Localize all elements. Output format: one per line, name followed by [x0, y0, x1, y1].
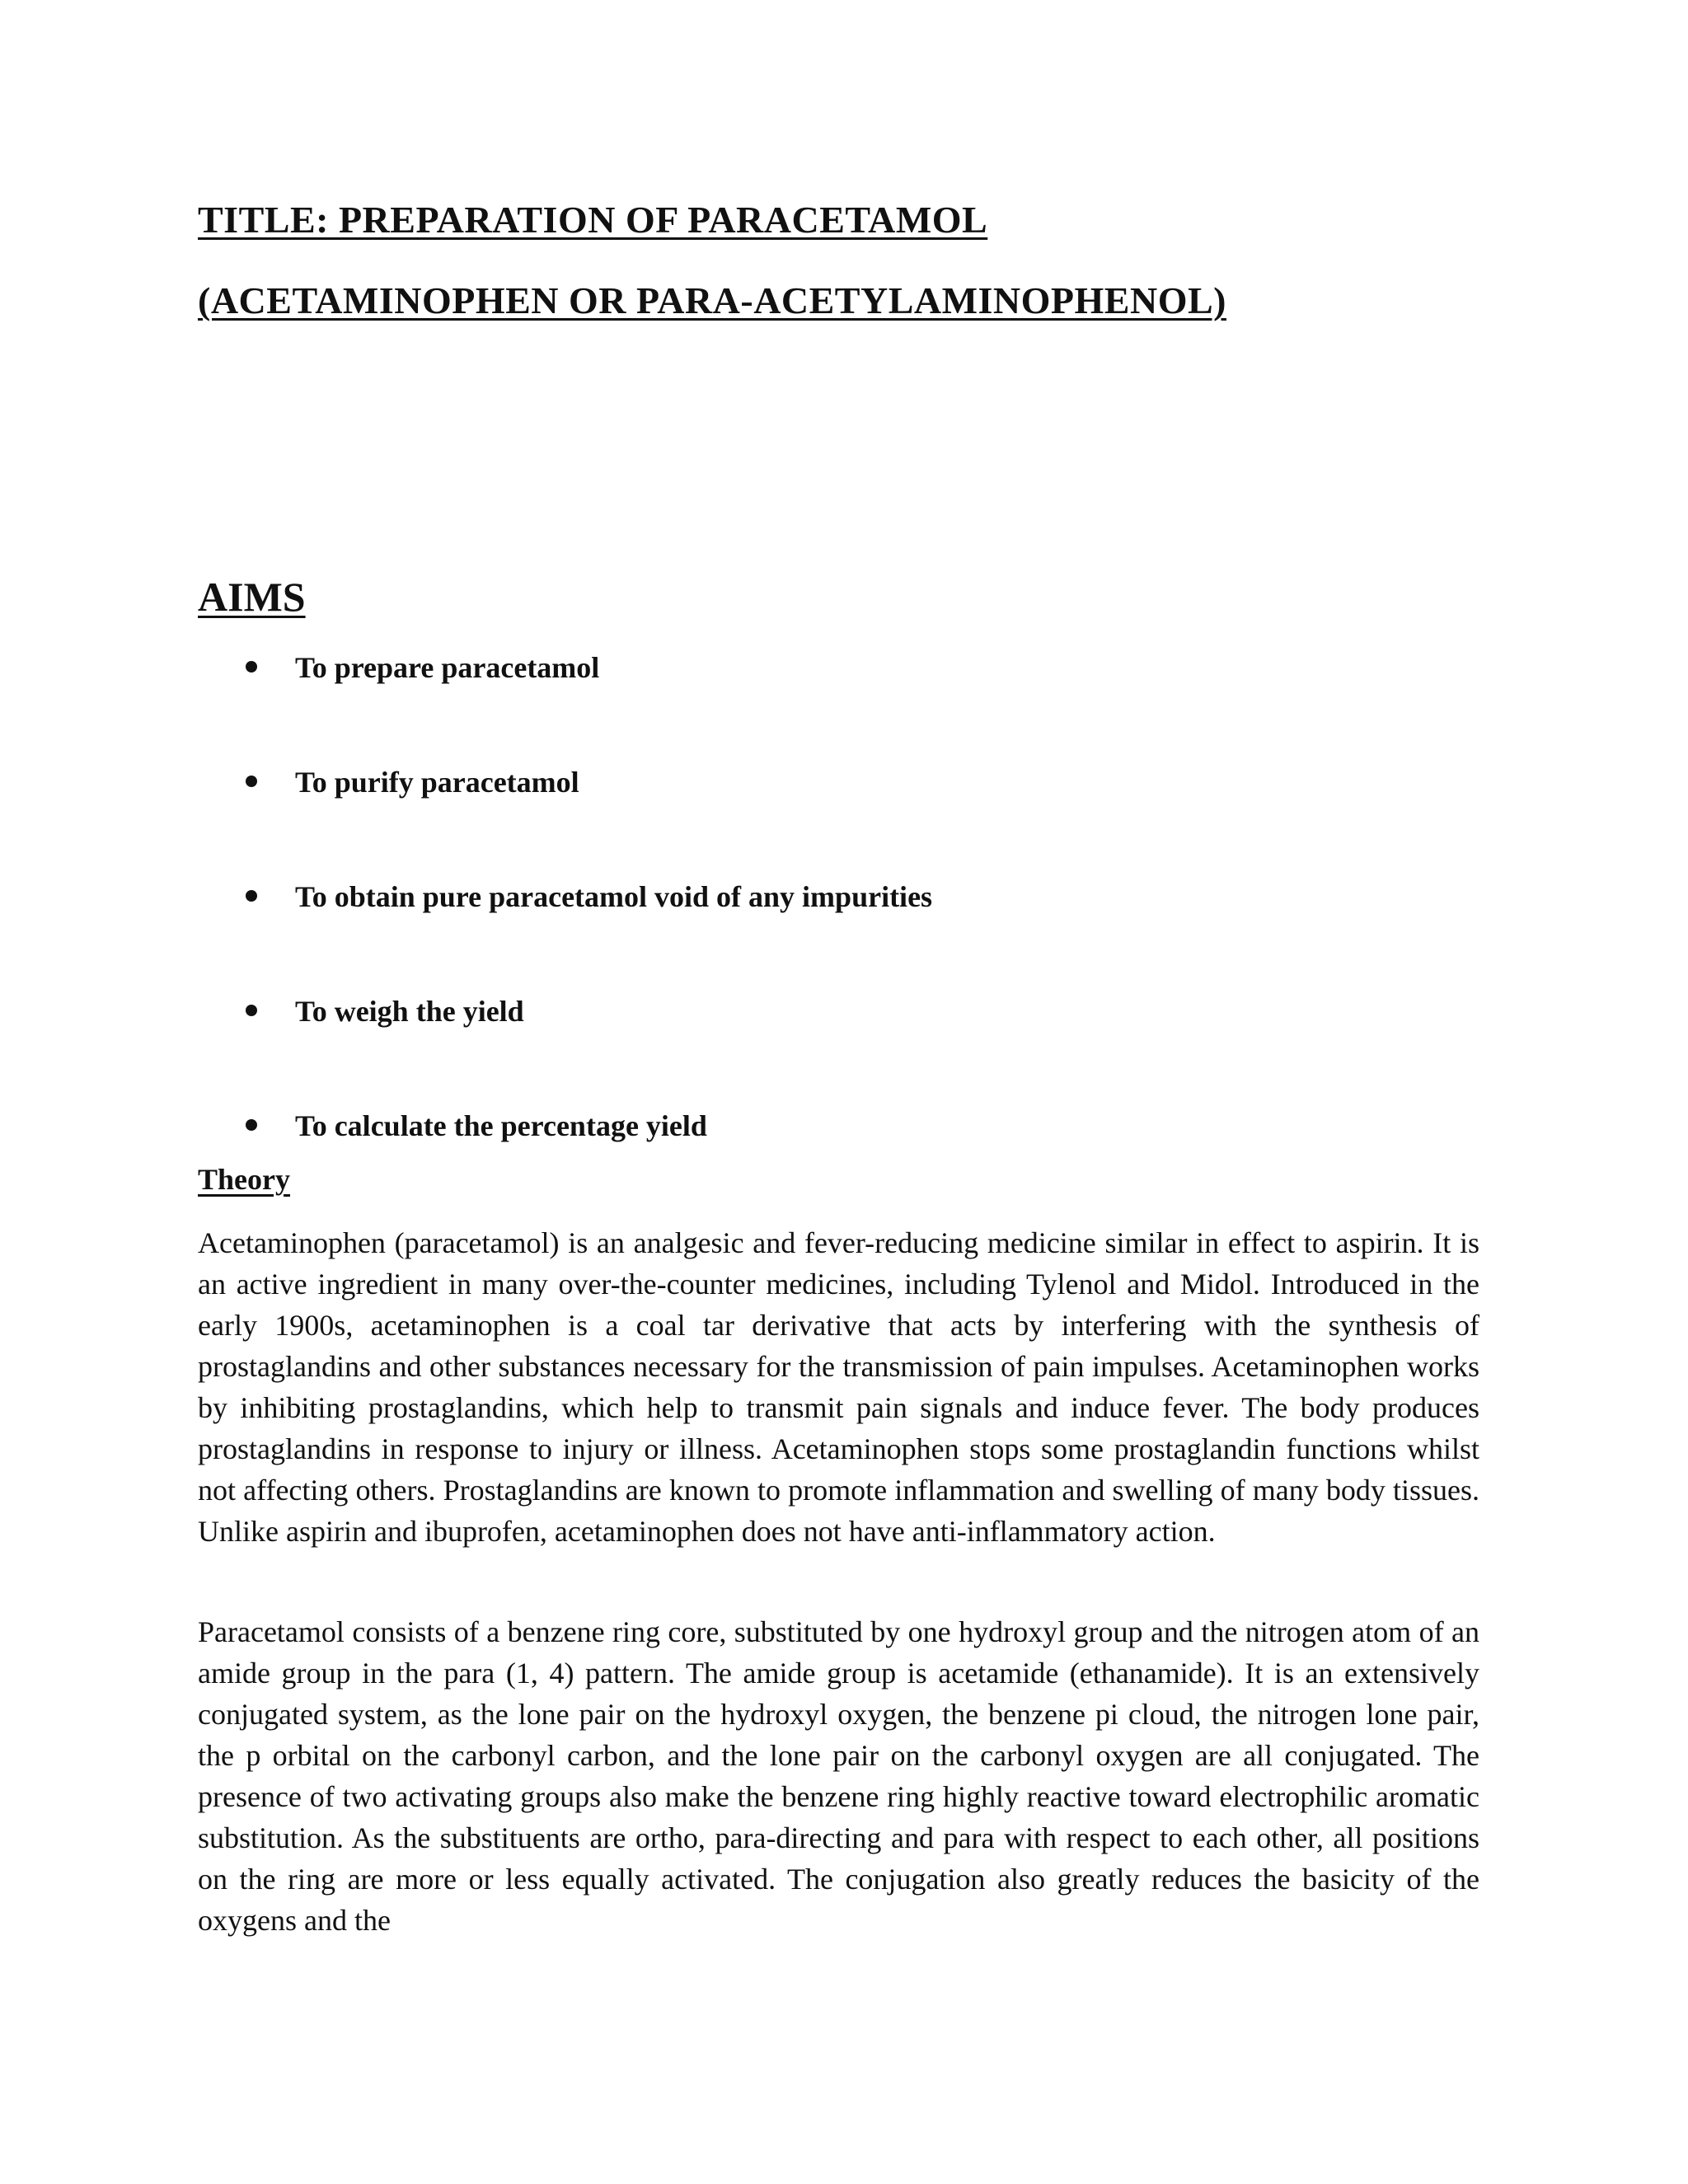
document-title-line-2: (ACETAMINOPHEN OR PARA-ACETYLAMINOPHENOL) [198, 279, 1226, 321]
aim-text: To obtain pure paracetamol void of any impurities [295, 880, 933, 913]
bullet-icon [246, 890, 257, 902]
aim-text: To weigh the yield [295, 995, 524, 1028]
bullet-icon [246, 776, 257, 787]
list-item [198, 1109, 1434, 1224]
theory-paragraph-2: Paracetamol consists of a benzene ring core, substituted by one hydroxyl group and the nitrogen atom of an amide group in the para (1, 4) pattern. The amide group is acetamide (ethanamide). It is an extensively conjugated system, as the lone pair on the hydroxyl oxygen, the benzene pi cloud, the nitrogen lone pair, the p orbital on the carbonyl carbon, and the lone pair on the carbonyl oxygen are all conjugated. The presence of two activating groups also make the benzene ring highly reactive toward electrophilic aromatic substitution. As the substituents are ortho, para-directing and para with respect to each other, all positions on the ring are more or less equally activated. The conjugation also greatly reduces the basicity of the oxygens and the [198, 1615, 1479, 1937]
aims-heading: AIMS [198, 574, 306, 620]
document-title-line-1: TITLE: PREPARATION OF PARACETAMOL [198, 199, 988, 241]
bullet-icon [246, 1119, 257, 1131]
theory-heading: Theory [198, 1163, 290, 1196]
list-item [198, 766, 1434, 880]
theory-paragraph-1: Acetaminophen (paracetamol) is an analgesic and fever-reducing medicine similar in effect to aspirin. It is an active ingredient in many over-the-counter medicines, including Tylenol and Midol. Introduced in the early 1900s, acetaminophen is a coal tar derivative that acts by interfering with the synthesis of prostaglandins and other substances necessary for the transmission of pain impulses. Acetaminophen works by inhibiting prostaglandins, which help to transmit pain signals and induce fever. The body produces prostaglandins in response to injury or illness. Acetaminophen stops some prostaglandin functions whilst not affecting others. Prostaglandins are known to promote inflammation and swelling of many body tissues. Unlike aspirin and ibuprofen, acetaminophen does not have anti-inflammatory action. [198, 1226, 1479, 1548]
list-item [198, 995, 1434, 1109]
aim-text: To prepare paracetamol [295, 651, 600, 684]
aims-list [198, 651, 1434, 1224]
aim-text: To calculate the percentage yield [295, 1109, 707, 1142]
bullet-icon [246, 661, 257, 673]
bullet-icon [246, 1005, 257, 1016]
aim-text: To purify paracetamol [295, 766, 579, 799]
list-item [198, 880, 1434, 995]
list-item [198, 651, 1434, 766]
